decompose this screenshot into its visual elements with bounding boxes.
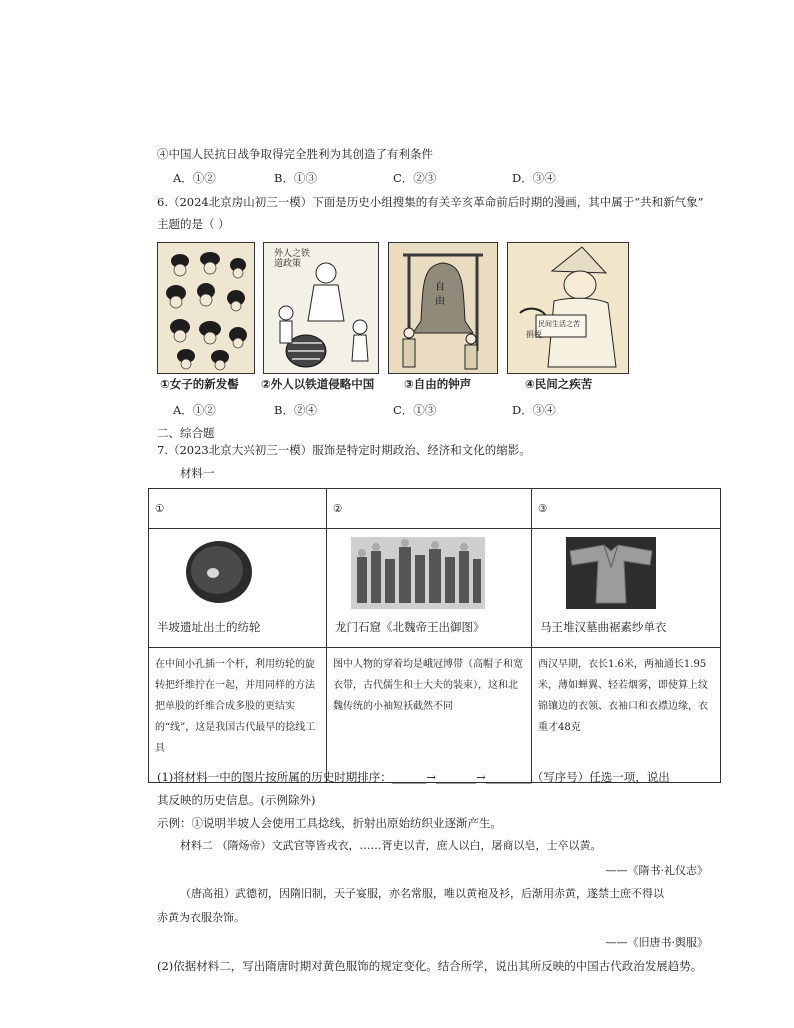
cartoon4-pipe-label: 捐税: [526, 330, 542, 339]
q5-statement-4: ④中国人民抗日战争取得完全胜利为其创造了有利条件: [157, 147, 433, 161]
material2-line2: （唐高祖）武德初，因隋旧制，天子宴服，亦名常服，唯以黄袍及衫，后渐用赤黄，遂禁士庶不得以: [180, 887, 664, 900]
material2-line3: 赤黄为衣服杂饰。: [157, 911, 245, 924]
table-desc-1: 在中间小孔插一个杆，利用纺轮的旋转把纤维拧在一起，并用同样的方法把单股的纤维合成多股的更结实的“线”，这是我国古代最早的捻线工具: [149, 648, 327, 783]
table-desc-3: 西汉早期，衣长1.6米，两袖通长1.95米，薄如蝉翼、轻若烟雾，即使算上纹锦镶边的衣领、衣袖口和衣襟边缘，衣重才48克: [532, 648, 721, 783]
table-desc-2: 图中人物的穿着均是峨冠博带（高帽子和宽衣带，古代儒生和士大夫的装束），这和北魏传统的小袖短袄截然不同: [327, 648, 532, 783]
table-image-cell-3: [532, 529, 721, 648]
q6-stem-line2: 主题的是（ ）: [157, 217, 230, 231]
q7-sub2: (2)依据材料二，写出隋唐时期对黄色服饰的规定变化。结合所学，说出其所反映的中国古代政治发展趋势。: [157, 959, 703, 973]
q6-option-d: D．③④: [512, 403, 556, 417]
table-title-3: 马王堆汉墓曲裾素纱单衣: [540, 620, 667, 634]
cartoon-foreign-railway: [263, 242, 379, 374]
table-image-cell-1: [149, 529, 327, 648]
table-image-cell-2: [327, 529, 532, 648]
table-num-3: ③: [532, 489, 721, 529]
table-num-2: ②: [327, 489, 532, 529]
caption-4: ④民间之疾苦: [525, 377, 593, 391]
material2-source2: ——《旧唐书·舆服》: [605, 936, 708, 949]
table-title-2: 龙门石窟《北魏帝王出御图》: [335, 620, 485, 634]
material2-line1: 材料二 （隋炀帝）文武官等皆戎衣，……胥吏以青，庶人以白，屠商以皂，士卒以黄。: [180, 839, 602, 852]
cartoon2-label: 外人之铁道政策: [274, 249, 311, 269]
longmen-relief-image: [351, 537, 485, 609]
q5-option-a: A．①②: [173, 171, 216, 185]
q5-option-d: D．③④: [512, 171, 556, 185]
q7-sub1-line1: (1)将材料一中的图片按所属的历史时期排序：______→_______→________（写序号）任选一项，说出: [157, 770, 670, 784]
caption-1: ①女子的新发髻: [160, 377, 239, 391]
cartoon4-scroll-label: 民间生活之苦: [538, 320, 580, 328]
hairstyle-drawing: [158, 243, 254, 373]
cartoon-freedom-bell: [388, 242, 498, 374]
material1-label: 材料一: [180, 466, 215, 480]
caption-2: ②外人以铁道侵略中国: [261, 377, 375, 391]
q5-option-b: B．①③: [274, 171, 317, 185]
q7-sub1-line2: 其反映的历史信息。(示例除外): [157, 793, 316, 807]
caption-3: ③自由的钟声: [404, 377, 472, 391]
table-num-1: ①: [149, 489, 327, 529]
q7-stem: 7.（2023北京大兴初三一模）服饰是特定时期政治、经济和文化的缩影。: [157, 443, 531, 457]
q5-option-c: C．②③: [393, 171, 437, 185]
cartoon-people-suffering: [507, 242, 629, 374]
q6-stem-line1: 6.（2024北京房山初三一模）下面是历史小组搜集的有关辛亥革命前后时期的漫画，其中属于“共和新气象”: [157, 195, 704, 209]
q7-example: 示例：①说明半坡人会使用工具捻线，折射出原始纺织业逐渐产生。: [157, 816, 502, 830]
material2-source1: ——《隋书·礼仪志》: [605, 864, 708, 877]
q6-option-b: B．②④: [274, 403, 317, 417]
cartoon-new-hairstyle: [157, 242, 255, 374]
q6-option-c: C．①③: [393, 403, 437, 417]
table-title-1: 半坡遗址出土的纺轮: [157, 620, 261, 634]
spindle-whorl-image: [183, 539, 255, 605]
material1-table: [148, 488, 721, 783]
suffering-drawing: [508, 243, 628, 373]
cartoon3-bell-label: 自由: [435, 282, 445, 307]
section-title: 二、综合题: [157, 426, 215, 440]
q6-option-a: A．①②: [173, 403, 216, 417]
silk-garment-image: [566, 537, 656, 609]
